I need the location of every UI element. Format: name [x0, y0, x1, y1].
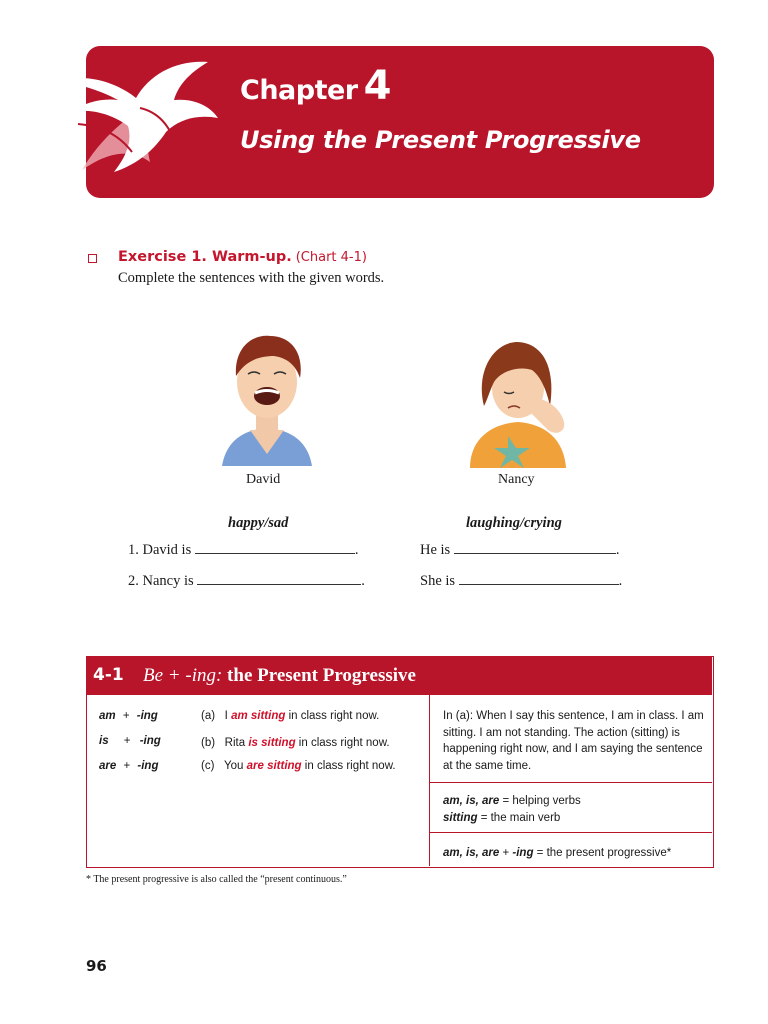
chart-number: 4-1: [93, 665, 124, 685]
sentence-row-2-right: She is .: [420, 573, 623, 589]
pattern-are: are + -ing: [99, 760, 159, 772]
nancy-caption: Nancy: [498, 472, 535, 487]
chart-divider: [429, 832, 712, 833]
david-illustration: [212, 330, 322, 466]
answer-blank[interactable]: [454, 541, 616, 554]
word-choice-happy-sad: happy/sad: [228, 515, 289, 531]
chart-note-helping-verbs: am, is, are = helping verbs sitting = the main verb: [443, 795, 581, 824]
pattern-am: am + -ing: [99, 710, 158, 722]
chart-note-explanation: In (a): When I say this sentence, I am in class. I am sitting. I am not standing. The action (sitting) is happening right now, and I am saying the sentence at the same time.: [443, 710, 704, 772]
word-choice-laughing-crying: laughing/crying: [466, 515, 562, 531]
david-caption: David: [246, 472, 281, 487]
nancy-illustration: [456, 336, 580, 468]
chapter-number: 4: [363, 63, 391, 109]
chart-divider: [429, 782, 712, 783]
sentence-row-1-right: He is .: [420, 542, 620, 558]
exercise-ref: (Chart 4-1): [295, 250, 367, 265]
footnote: * The present progressive is also called the “present continuous.”: [86, 874, 347, 885]
pattern-is: is + -ing: [99, 735, 161, 747]
answer-blank[interactable]: [195, 541, 355, 554]
sentence-row-2-left: 2. Nancy is .: [128, 573, 365, 589]
exercise-title: Exercise 1. Warm-up.: [118, 249, 292, 265]
example-c: (c) You are sitting in class right now.: [201, 760, 396, 772]
exercise-checkbox: [88, 254, 97, 263]
chapter-label: Chapter: [240, 75, 358, 106]
bird-logo-icon: [58, 52, 220, 182]
answer-blank[interactable]: [459, 572, 619, 585]
page-number: 96: [86, 957, 107, 975]
answer-blank[interactable]: [197, 572, 361, 585]
chart-header: [87, 657, 712, 695]
grammar-chart: [86, 656, 714, 868]
sentence-row-1-left: 1. David is .: [128, 542, 359, 558]
example-a: (a) I am sitting in class right now.: [201, 710, 380, 722]
chapter-title: [240, 63, 391, 111]
exercise-instruction: Complete the sentences with the given words.: [118, 270, 385, 286]
exercise-heading: [118, 249, 367, 265]
chart-note-definition: am, is, are + -ing = the present progressive*: [443, 847, 672, 859]
chart-title: Be + -ing: the Present Progressive: [143, 665, 416, 686]
chart-divider: [429, 695, 430, 866]
example-b: (b) Rita is sitting in class right now.: [201, 737, 390, 749]
chapter-subtitle: Using the Present Progressive: [240, 126, 641, 154]
